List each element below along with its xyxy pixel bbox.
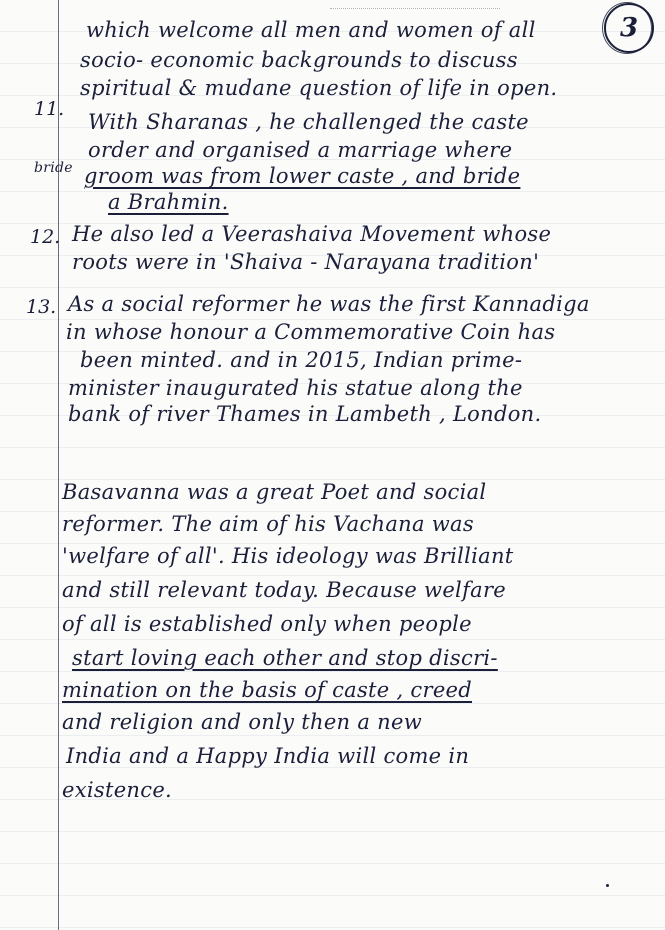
conclusion-line-6: start loving each other and stop discri- (72, 646, 498, 670)
item-13-number: 13. (26, 296, 57, 318)
item-11-line-3: groom was from lower caste , and bride (84, 164, 521, 188)
conclusion-line-4: and still relevant today. Because welfare (62, 578, 507, 602)
item-13-line-4: minister inaugurated his statue along the (68, 376, 523, 400)
item-12-line-1: He also led a Veerashaiva Movement whose (72, 222, 552, 246)
item-12-line-2: roots were in 'Shaiva - Narayana tradition' (72, 250, 540, 274)
conclusion-line-8: and religion and only then a new (62, 710, 422, 734)
item-11-line-2: order and organised a marriage where (88, 138, 513, 162)
intro-line-2: socio- economic backgrounds to discuss (80, 48, 518, 72)
item-13-line-5: bank of river Thames in Lambeth , London. (68, 402, 542, 426)
conclusion-line-5: of all is established only when people (62, 612, 472, 636)
margin-line (58, 0, 59, 930)
conclusion-line-1: Basavanna was a great Poet and social (62, 480, 487, 504)
ink-dot (606, 884, 609, 887)
item-13-line-2: in whose honour a Commemorative Coin has (66, 320, 556, 344)
page-number: 3 (619, 13, 639, 43)
page-number-badge (604, 3, 654, 53)
conclusion-line-9: India and a Happy India will come in (66, 744, 470, 768)
item-13-line-3: been minted. and in 2015, Indian prime- (80, 348, 523, 372)
item-11-margin-note: bride (34, 160, 73, 176)
item-11-number: 11. (34, 98, 65, 120)
item-11-line-4: a Brahmin. (108, 190, 229, 214)
intro-line-3: spiritual & mudane question of life in open. (80, 76, 558, 100)
header-scrap (330, 0, 500, 9)
conclusion-line-7: mination on the basis of caste , creed (62, 678, 473, 702)
conclusion-line-10: existence. (62, 778, 173, 802)
item-11-line-1: With Sharanas , he challenged the caste (88, 110, 529, 134)
conclusion-line-2: reformer. The aim of his Vachana was (62, 512, 474, 536)
item-13-line-1: As a social reformer he was the first Kannadiga (68, 292, 590, 316)
conclusion-line-3: 'welfare of all'. His ideology was Brilliant (62, 544, 514, 568)
intro-line-1: which welcome all men and women of all (86, 18, 536, 42)
item-12-number: 12. (30, 226, 61, 248)
